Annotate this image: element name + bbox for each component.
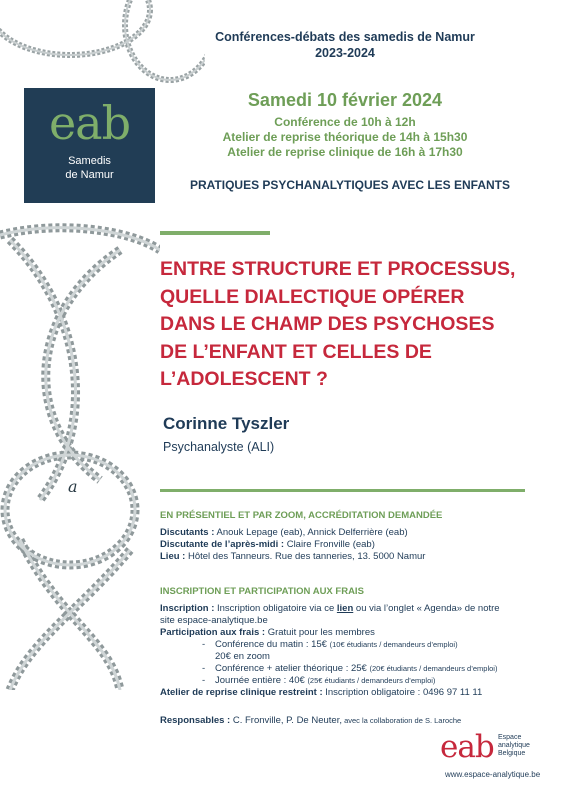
- logo-word: eab: [48, 96, 131, 150]
- discutante-value: Claire Fronville (eab): [284, 539, 375, 550]
- participation-value: Gratuit pour les membres: [265, 627, 375, 638]
- discutante-label: Discutante de l’après-midi :: [160, 539, 285, 550]
- lieu-value: Hôtel des Tanneurs. Rue des tanneries, 13. 5000 Namur: [185, 551, 426, 562]
- footer-logo-line: Belgique: [498, 750, 526, 757]
- registration-details: Inscription : Inscription obligatoire via ce lien ou via l’onglet « Agenda» de notre site espace-analytique.be Participation aux frais : Gratuit pour les membres - Conférence du matin : 15€ (10€ étudiants / demandeurs d’emploi) 20€ en zoom - Conférence + atelier théorique : 25€ (20€ étudiants / demandeurs d’emploi) - Journée entière : 40€ (25€ étudiants / demandeurs d’emploi) Atelier de reprise clinique restreint : Inscription obligatoire : 0496 97 11 11: [160, 603, 540, 699]
- season-year: 2023-2024: [315, 46, 375, 60]
- attendance-details: [160, 527, 540, 563]
- footer-logo: [440, 730, 550, 770]
- responsables-label: Responsables :: [160, 715, 231, 726]
- discutants-value: Anouk Lepage (eab), Annick Delferrière (eab): [214, 527, 408, 538]
- inscription-site: site espace-analytique.be: [160, 615, 268, 626]
- atelier-value: Inscription obligatoire : 0496 97 11 11: [322, 687, 483, 698]
- speaker-role: Psychanalyste (ALI): [163, 440, 275, 454]
- eab-logo-block: [24, 88, 155, 203]
- schedule-item: Atelier de reprise théorique de 14h à 15h30: [222, 130, 468, 144]
- section-divider: [160, 489, 525, 492]
- fee-conference-workshop: Conférence + atelier théorique : 25€: [215, 663, 370, 674]
- speaker-name: Corinne Tyszler: [163, 414, 290, 433]
- responsables: [160, 715, 540, 727]
- responsables-collab: avec la collaboration de S. Laroche: [341, 716, 462, 725]
- logo-subtitle-2: de Namur: [65, 169, 114, 181]
- discutants-label: Discutants :: [160, 527, 215, 538]
- title-line: QUELLE DIALECTIQUE OPÉRER: [160, 285, 465, 308]
- conference-title: [160, 256, 550, 394]
- schedule-item: Atelier de reprise clinique de 16h à 17h30: [227, 145, 463, 159]
- footer-logo-line: analytique: [498, 742, 530, 749]
- inscription-text: Inscription obligatoire via ce: [214, 603, 337, 614]
- title-line: ENTRE STRUCTURE ET PROCESSUS,: [160, 258, 516, 280]
- website-url[interactable]: www.espace-analytique.be: [445, 770, 541, 779]
- alpha-glyph: a: [68, 477, 78, 496]
- lieu-label: Lieu :: [160, 551, 186, 562]
- responsables-names: C. Fronville, P. De Neuter,: [230, 715, 342, 726]
- inscription-text-cont: ou via l’onglet « Agenda» de notre: [353, 603, 500, 614]
- participation-label: Participation aux frais :: [160, 627, 266, 638]
- fee-conference-workshop-reduced: (20€ étudiants / demandeurs d’emploi): [369, 664, 498, 673]
- fee-zoom: 20€ en zoom: [215, 651, 270, 662]
- registration-link[interactable]: lien: [336, 603, 354, 614]
- footer-logo-text: [498, 734, 530, 758]
- title-line: L’ADOLESCENT ?: [160, 368, 328, 390]
- fee-morning: Conférence du matin : 15€: [215, 639, 330, 650]
- fee-full-day: Journée entière : 40€: [215, 675, 308, 686]
- series-title: Conférences-débats des samedis de Namur: [215, 30, 475, 44]
- rope-illustration-left: [0, 220, 160, 690]
- footer-logo-line: Espace: [498, 734, 522, 741]
- fee-morning-reduced: (10€ étudiants / demandeurs d’emploi): [329, 640, 458, 649]
- event-date: Samedi 10 février 2024: [247, 90, 443, 110]
- fee-full-day-reduced: (25€ étudiants / demandeurs d’emploi): [307, 676, 436, 685]
- atelier-label: Atelier de reprise clinique restreint :: [160, 687, 323, 698]
- attendance-heading: EN PRÉSENTIEL ET PAR ZOOM, ACCRÉDITATION DEMANDÉE: [160, 510, 443, 521]
- title-line: DE L’ENFANT ET CELLES DE: [160, 340, 432, 363]
- inscription-label: Inscription :: [160, 603, 215, 614]
- logo-subtitle-1: Samedis: [68, 155, 111, 167]
- event-theme: PRATIQUES PSYCHANALYTIQUES AVEC LES ENFANTS: [189, 178, 511, 192]
- title-line: DANS LE CHAMP DES PSYCHOSES: [160, 313, 495, 335]
- schedule-item: Conférence de 10h à 12h: [274, 115, 416, 129]
- footer-logo-word: eab: [440, 729, 494, 765]
- registration-heading: INSCRIPTION ET PARTICIPATION AUX FRAIS: [160, 586, 364, 597]
- accent-divider: [160, 231, 270, 235]
